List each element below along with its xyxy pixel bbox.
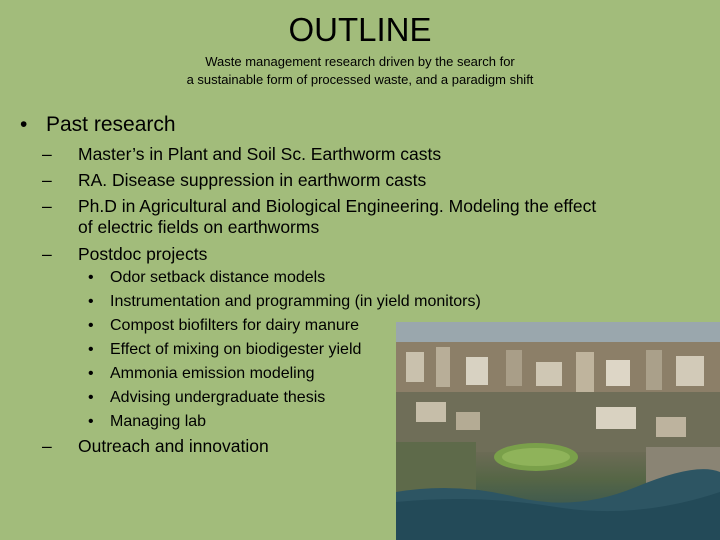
sub-item-outreach: Outreach and innovation: [78, 436, 269, 456]
postdoc-bullet: •: [88, 365, 94, 382]
dash-marker: –: [42, 144, 52, 164]
postdoc-item: Instrumentation and programming (in yield monitors): [110, 293, 481, 310]
postdoc-bullet: •: [88, 413, 94, 430]
main-bullet-marker: •: [20, 113, 28, 136]
postdoc-bullet: •: [88, 341, 94, 358]
sub-item-phd-line-2: of electric fields on earthworms: [78, 217, 320, 237]
postdoc-item: Ammonia emission modeling: [110, 365, 315, 382]
sub-item-ra: RA. Disease suppression in earthworm casts: [78, 170, 427, 190]
slide-title: OUTLINE: [288, 11, 432, 48]
sub-item-postdoc: Postdoc projects: [78, 244, 208, 264]
postdoc-bullet: •: [88, 293, 94, 310]
postdoc-bullet: •: [88, 269, 94, 286]
postdoc-item: Advising undergraduate thesis: [110, 389, 326, 406]
postdoc-item: Managing lab: [110, 413, 207, 430]
postdoc-item: Compost biofilters for dairy manure: [110, 317, 359, 334]
postdoc-bullet: •: [88, 317, 94, 334]
sub-item-phd-line-1: Ph.D in Agricultural and Biological Engineering. Modeling the effect: [78, 196, 597, 216]
dash-marker: –: [42, 244, 52, 264]
subtitle-line-1: Waste management research driven by the search for: [205, 54, 515, 69]
postdoc-item: Effect of mixing on biodigester yield: [110, 341, 362, 358]
postdoc-item: Odor setback distance models: [110, 269, 326, 286]
dash-marker: –: [42, 436, 52, 456]
subtitle-line-2: a sustainable form of processed waste, and a paradigm shift: [186, 72, 534, 87]
postdoc-bullet: •: [88, 389, 94, 406]
main-bullet-text: Past research: [46, 113, 176, 136]
dash-marker: –: [42, 170, 52, 190]
sub-item-masters: Master’s in Plant and Soil Sc. Earthworm casts: [78, 144, 442, 164]
dash-marker: –: [42, 196, 52, 216]
